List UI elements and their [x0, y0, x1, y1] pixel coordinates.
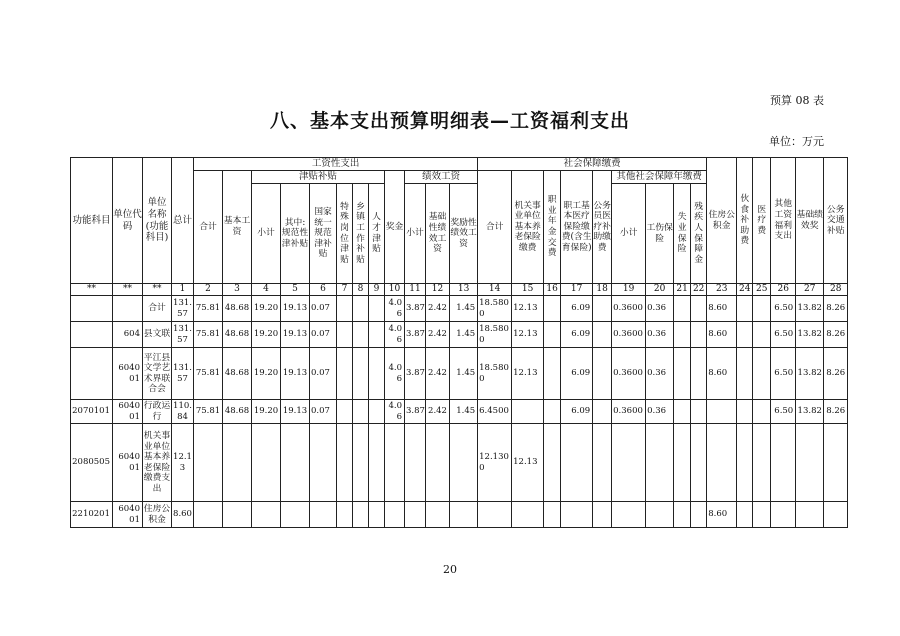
cell: 110.84 — [173, 401, 192, 422]
cell — [369, 348, 385, 400]
cell — [353, 348, 369, 400]
col-unemploy: 失业保险 — [674, 184, 691, 284]
cell — [674, 424, 691, 502]
cell: 0.3600 — [612, 400, 646, 424]
cell — [593, 322, 612, 348]
cell: 0.36 — [646, 400, 674, 424]
index-cell: 2 — [194, 284, 223, 296]
cell: 8.26 — [824, 296, 848, 322]
index-cell: 13 — [450, 284, 478, 296]
index-cell: 17 — [561, 284, 593, 296]
col-perf-reward: 奖励性绩效工资 — [450, 184, 478, 284]
cell — [691, 400, 707, 424]
group-wage: 工资性支出 — [194, 158, 478, 171]
index-cell: ** — [143, 284, 172, 296]
table-row — [71, 502, 848, 528]
cell: 0.3600 — [612, 348, 646, 400]
cell — [369, 400, 385, 424]
cell — [753, 502, 771, 528]
cell: 8.60 — [707, 348, 737, 400]
cell — [544, 424, 561, 502]
cell — [612, 502, 646, 528]
cell: 4.06 — [385, 348, 405, 400]
index-cell: 4 — [252, 284, 281, 296]
col-meal: 伙食补助费 — [737, 158, 753, 284]
cell: 1.45 — [450, 296, 478, 322]
cell — [674, 296, 691, 322]
col-talent: 人才津贴 — [369, 184, 385, 284]
cell: 12.13 — [172, 424, 194, 502]
cell — [337, 400, 353, 424]
col-wage-sum: 合计 — [194, 171, 223, 284]
cell: 1.45 — [450, 348, 478, 400]
index-cell: 10 — [385, 284, 405, 296]
cell — [223, 502, 252, 528]
cell: 19.20 — [252, 296, 281, 322]
index-cell: 5 — [281, 284, 310, 296]
cell — [512, 400, 544, 424]
index-cell: 19 — [612, 284, 646, 296]
cell: 6.09 — [561, 322, 593, 348]
cell — [646, 424, 674, 502]
cell: 18.5800 — [478, 348, 512, 400]
cell: 18.5800 — [478, 322, 512, 348]
group-performance: 绩效工资 — [405, 171, 478, 184]
cell — [369, 322, 385, 348]
cell-func — [71, 348, 113, 400]
cell-unit-code: 604001 — [113, 502, 143, 528]
col-basic-wage: 基本工资 — [223, 171, 252, 284]
cell — [561, 424, 593, 502]
cell — [544, 348, 561, 400]
group-allowance: 津贴补贴 — [252, 171, 385, 184]
cell-func — [71, 296, 113, 322]
col-special: 特殊岗位津贴 — [337, 184, 353, 284]
index-cell: 25 — [753, 284, 771, 296]
cell: 19.13 — [281, 348, 310, 400]
cell — [691, 296, 707, 322]
cell: 0.3600 — [612, 322, 646, 348]
cell — [824, 424, 848, 502]
cell: 6.50 — [771, 348, 796, 400]
cell: 3.87 — [405, 322, 426, 348]
index-cell: 12 — [426, 284, 450, 296]
cell: 6.50 — [771, 296, 796, 322]
col-unit-code: 单位代码 — [113, 158, 143, 284]
cell: 0.07 — [310, 296, 337, 322]
cell — [353, 296, 369, 322]
cell — [796, 502, 824, 528]
col-national: 国家统一规范津补贴 — [310, 184, 337, 284]
cell — [737, 322, 753, 348]
cell: 13.82 — [796, 296, 824, 322]
cell — [544, 502, 561, 528]
table-row — [71, 322, 848, 348]
cell — [252, 502, 281, 528]
index-cell: 14 — [478, 284, 512, 296]
cell: 75.81 — [194, 400, 223, 424]
cell — [426, 424, 450, 502]
table-code: 预算 08 表 — [770, 94, 824, 107]
cell: 8.60 — [707, 296, 737, 322]
cell: 0.36 — [646, 348, 674, 400]
cell — [310, 424, 337, 502]
cell — [369, 296, 385, 322]
cell — [405, 424, 426, 502]
cell: 0.07 — [310, 348, 337, 400]
cell: 4.06 — [385, 296, 405, 322]
cell: 75.81 — [194, 296, 223, 322]
cell: 19.13 — [281, 400, 310, 424]
cell: 6.50 — [771, 322, 796, 348]
cell — [194, 502, 223, 528]
cell: 0.07 — [310, 400, 337, 424]
cell: 6.09 — [561, 296, 593, 322]
table-row — [71, 348, 848, 400]
cell — [737, 502, 753, 528]
cell — [450, 502, 478, 528]
cell: 2.42 — [426, 348, 450, 400]
cell: 1.45 — [450, 322, 478, 348]
cell — [337, 296, 353, 322]
index-cell: 8 — [353, 284, 369, 296]
cell — [753, 400, 771, 424]
cell: 6.50 — [771, 400, 796, 424]
cell — [691, 424, 707, 502]
cell: 13.82 — [796, 322, 824, 348]
cell — [544, 322, 561, 348]
cell — [385, 424, 405, 502]
cell: 6.4500 — [478, 400, 512, 424]
cell — [353, 400, 369, 424]
cell — [737, 296, 753, 322]
cell: 0.07 — [310, 322, 337, 348]
cell: 12.1300 — [478, 424, 512, 502]
col-perf-sub: 小计 — [405, 184, 426, 284]
cell: 48.68 — [223, 296, 252, 322]
cell: 12.13 — [512, 322, 544, 348]
col-medfee: 医疗费 — [753, 158, 771, 284]
cell — [478, 502, 512, 528]
cell — [450, 424, 478, 502]
col-injury: 工伤保险 — [646, 184, 674, 284]
index-cell: 27 — [796, 284, 824, 296]
index-cell: 6 — [310, 284, 337, 296]
cell-unit-name: 平江县文学艺术界联合会 — [143, 348, 172, 400]
cell-unit-name: 县文联 — [143, 322, 172, 348]
cell — [281, 424, 310, 502]
index-cell: 3 — [223, 284, 252, 296]
col-basic-perf: 基础绩效奖 — [796, 158, 824, 284]
cell — [593, 296, 612, 322]
cell — [512, 502, 544, 528]
cell: 19.13 — [281, 296, 310, 322]
col-total: 总计 — [172, 158, 194, 284]
cell — [796, 424, 824, 502]
cell — [405, 502, 426, 528]
cell-unit-code: 604001 — [113, 424, 143, 502]
col-civil-med: 公务员医疗补助缴费 — [593, 171, 612, 284]
cell: 131.57 — [172, 322, 194, 348]
cell — [753, 424, 771, 502]
index-cell: 11 — [405, 284, 426, 296]
cell-func — [71, 322, 113, 348]
cell-unit-code: 604001 — [113, 400, 143, 424]
index-cell: ** — [71, 284, 113, 296]
col-bonus: 奖金 — [385, 171, 405, 284]
page-number: 20 — [443, 563, 457, 576]
cell-unit-code — [113, 296, 143, 322]
cell — [544, 400, 561, 424]
cell — [223, 424, 252, 502]
cell: 19.13 — [281, 322, 310, 348]
cell: 6.09 — [561, 348, 593, 400]
col-medical: 职工基本医疗保险缴费(含生育保险) — [561, 171, 593, 284]
cell — [426, 502, 450, 528]
cell — [561, 502, 593, 528]
cell: 131.57 — [172, 348, 194, 400]
cell — [707, 424, 737, 502]
cell: 12.13 — [512, 424, 544, 502]
col-other-sub: 小计 — [612, 184, 646, 284]
cell — [353, 322, 369, 348]
cell: 6.09 — [561, 400, 593, 424]
cell: 13.82 — [796, 400, 824, 424]
cell: 2.42 — [426, 296, 450, 322]
cell — [691, 502, 707, 528]
cell — [353, 424, 369, 502]
index-cell: 18 — [593, 284, 612, 296]
cell: 0.3600 — [612, 296, 646, 322]
index-cell: 21 — [674, 284, 691, 296]
cell: 3.87 — [405, 400, 426, 424]
cell — [691, 322, 707, 348]
cell — [737, 400, 753, 424]
cell — [337, 348, 353, 400]
col-annuity: 职业年金交费 — [544, 171, 561, 284]
index-cell: 23 — [707, 284, 737, 296]
cell: 2.42 — [426, 400, 450, 424]
cell — [337, 502, 353, 528]
cell: 19.20 — [252, 400, 281, 424]
group-social: 社会保障缴费 — [478, 158, 707, 171]
cell-unit-name: 行政运行 — [143, 401, 171, 422]
col-norm-allow: 其中:规范性津补贴 — [281, 184, 310, 284]
group-other-social: 其他社会保障年缴费 — [612, 171, 707, 184]
index-cell: 7 — [337, 284, 353, 296]
cell — [824, 502, 848, 528]
col-township: 乡镇工作补贴 — [353, 184, 369, 284]
cell — [593, 424, 612, 502]
cell — [353, 502, 369, 528]
cell-func: 2210201 — [71, 502, 113, 528]
cell: 75.81 — [194, 348, 223, 400]
cell-unit-code: 604001 — [113, 348, 143, 400]
cell: 131.57 — [172, 296, 194, 322]
index-row — [71, 284, 848, 296]
page-title: 八、基本支出预算明细表—工资福利支出 — [269, 110, 630, 132]
cell: 8.60 — [172, 502, 194, 528]
unit-label: 单位：万元 — [769, 135, 824, 148]
index-cell: 1 — [172, 284, 194, 296]
index-cell: 20 — [646, 284, 674, 296]
cell: 48.68 — [223, 400, 252, 424]
cell: 12.13 — [512, 296, 544, 322]
cell — [646, 502, 674, 528]
index-cell: 24 — [737, 284, 753, 296]
cell — [771, 424, 796, 502]
cell — [674, 348, 691, 400]
cell — [707, 400, 737, 424]
cell: 0.36 — [646, 322, 674, 348]
cell: 1.45 — [450, 400, 478, 424]
index-cell: 16 — [544, 284, 561, 296]
cell — [674, 322, 691, 348]
col-transport: 公务交通补贴 — [824, 158, 848, 284]
col-housing: 住房公积金 — [707, 158, 737, 284]
cell — [337, 424, 353, 502]
cell — [593, 502, 612, 528]
cell — [771, 502, 796, 528]
cell: 0.36 — [646, 296, 674, 322]
cell — [252, 424, 281, 502]
cell-func: 2080505 — [71, 424, 113, 502]
cell: 12.13 — [512, 348, 544, 400]
cell — [753, 348, 771, 400]
col-allow-sub: 小计 — [252, 184, 281, 284]
cell — [674, 502, 691, 528]
cell-func: 2070101 — [71, 400, 113, 424]
table-row — [71, 296, 848, 322]
cell: 4.06 — [385, 400, 405, 424]
cell-unit-name: 住房公积金 — [143, 502, 172, 528]
cell — [385, 502, 405, 528]
col-social-sum: 合计 — [478, 171, 512, 284]
cell — [737, 424, 753, 502]
table-row — [71, 400, 848, 424]
cell: 8.60 — [707, 502, 737, 528]
index-cell: 15 — [512, 284, 544, 296]
cell — [691, 348, 707, 400]
cell: 19.20 — [252, 322, 281, 348]
cell: 3.87 — [405, 296, 426, 322]
col-other-wage: 其他工资福利支出 — [771, 158, 796, 284]
cell: 18.5800 — [478, 296, 512, 322]
cell: 8.26 — [824, 322, 848, 348]
cell-unit-code: 604 — [113, 322, 143, 348]
cell — [593, 400, 612, 424]
col-unit-name: 单位名称(功能科目) — [143, 158, 172, 284]
cell: 8.26 — [824, 400, 848, 424]
cell — [337, 322, 353, 348]
cell: 8.26 — [824, 348, 848, 400]
cell: 19.20 — [252, 348, 281, 400]
cell — [369, 502, 385, 528]
cell — [593, 348, 612, 400]
cell — [281, 502, 310, 528]
cell — [674, 400, 691, 424]
cell — [369, 424, 385, 502]
cell — [310, 502, 337, 528]
col-disabled: 残疾人保障金 — [691, 184, 707, 284]
cell — [753, 322, 771, 348]
cell-unit-name: 合计 — [143, 296, 172, 322]
index-cell: 22 — [691, 284, 707, 296]
col-perf-basic: 基础性绩效工资 — [426, 184, 450, 284]
cell: 48.68 — [223, 322, 252, 348]
cell: 2.42 — [426, 322, 450, 348]
index-cell: 9 — [369, 284, 385, 296]
cell: 8.60 — [707, 322, 737, 348]
col-func: 功能科目 — [71, 158, 113, 284]
cell: 75.81 — [194, 322, 223, 348]
cell: 3.87 — [405, 348, 426, 400]
table-row — [71, 424, 848, 502]
col-pension: 机关事业单位基本养老保险缴费 — [512, 171, 544, 284]
index-cell: ** — [113, 284, 143, 296]
cell — [612, 424, 646, 502]
cell — [737, 348, 753, 400]
index-cell: 26 — [771, 284, 796, 296]
cell-unit-name: 机关事业单位基本养老保险缴费支出 — [143, 424, 172, 502]
cell: 48.68 — [223, 348, 252, 400]
cell — [194, 424, 223, 502]
cell: 13.82 — [796, 348, 824, 400]
cell — [753, 296, 771, 322]
budget-table — [70, 157, 848, 528]
index-cell: 28 — [824, 284, 848, 296]
cell — [544, 296, 561, 322]
cell: 4.06 — [385, 322, 405, 348]
